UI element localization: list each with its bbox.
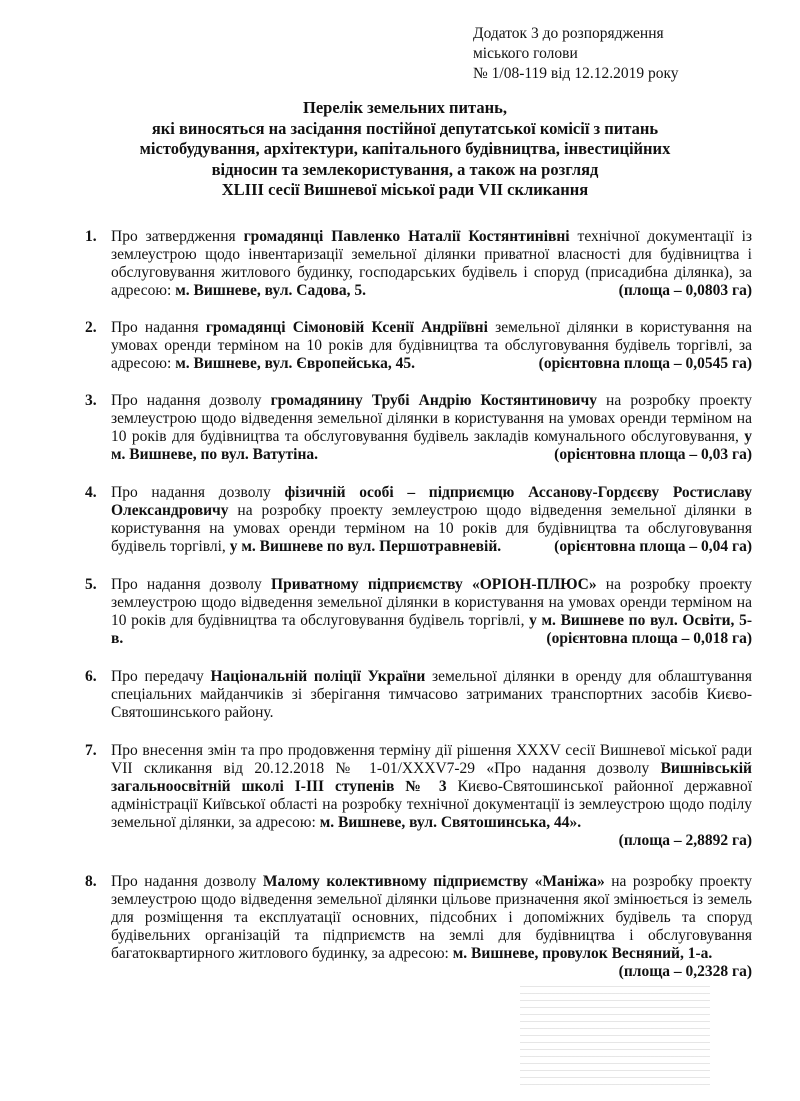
address: м. Вишневе, провулок Весняний, 1-а. (452, 945, 713, 962)
applicant-name: громадянину Трубі Андрію Костянтиновичу (270, 392, 597, 409)
item-text-part: Про надання дозволу (111, 484, 285, 501)
address: м. Вишневе, вул. Святошинська, 44». (319, 814, 582, 831)
item-number: 7. (85, 742, 97, 759)
item-text (111, 742, 752, 850)
item-text-part: Про надання дозволу (111, 392, 271, 409)
applicant-name: Приватному підприємству «ОРІОН-ПЛЮС» (271, 576, 597, 593)
area-value: (орієнтовна площа – 0,018 га) (546, 630, 752, 647)
applicant-name: громадянці Сімоновій Ксенії Андріївні (205, 319, 488, 336)
title-line-5: XLIII сесії Вишневої міської ради VII скликання (221, 180, 589, 199)
annex-line-2: міського голови (473, 45, 578, 62)
area-value: (площа – 2,8892 га) (618, 832, 752, 849)
area-value: (орієнтовна площа – 0,03 га) (554, 446, 752, 463)
item-text (111, 484, 752, 556)
item-text-part: Про надання (111, 319, 206, 336)
area-value: (площа – 0,0803 га) (618, 282, 752, 299)
item-text-part: Про внесення змін та про продовження терміну дії рішення XXXV сесії Вишневої міської ради VII скликання від 20.12.2018 № 1-01/XXXV7-29 «Про надання дозволу (111, 742, 752, 777)
applicant-name: Національній поліції України (210, 668, 426, 685)
title-line-4: відносин та землекористування, а також на розгляд (211, 159, 599, 179)
item-text (111, 319, 752, 373)
area-value: (площа – 0,2328 га) (618, 963, 752, 980)
item-text-part: земельної ділянки в користування на умовах оренди терміном на 10 років для будівництва та обслуговування будівель торгівлі, за адресою: (111, 319, 753, 372)
item-number: 2. (85, 319, 97, 336)
item-text (111, 668, 752, 722)
item-text (111, 228, 752, 300)
scan-artifact (520, 985, 710, 1085)
document-title (60, 98, 750, 201)
item-number: 8. (85, 873, 97, 890)
item-text-part: на розробку проекту землеустрою щодо відведення земельної ділянки в користування на умовах оренди терміном на 10 років для будівництва та обслуговування будівель закладів комунального обслуговування, (111, 392, 752, 445)
address: у м. Вишневе по вул. Першотравневій. (229, 538, 502, 555)
applicant-name: Вишнівській загальноосвітній школі I-III ступенів № 3 (111, 760, 752, 795)
applicant-name: громадянці Павленко Наталії Костянтинівні (243, 228, 570, 245)
item-text-part: на розробку проекту землеустрою щодо відведення земельної ділянки в користування на умовах оренди терміном на 10 років для будівництва та обслуговування будівель торгівлі, (111, 576, 752, 629)
item-number: 6. (85, 668, 97, 685)
item-number: 3. (85, 392, 97, 409)
item-number: 4. (85, 484, 97, 501)
item-text (111, 392, 752, 464)
item-text-part: на розробку проекту землеустрою щодо відведення земельної ділянки цільове призначення якої змінюється із земель для розміщення та експлуатації основних, підсобних і допоміжних будівель та споруд будівельних організацій та підприємств на землі для будівництва і обслуговування багатоквартирного житлового будинку, за адресою: (111, 873, 752, 962)
title-line-2: які виносяться на засідання постійної депутатської комісії з питань (151, 118, 659, 138)
item-text (111, 576, 752, 648)
item-text-part: земельної ділянки в оренду для облаштування спеціальних майданчиків зі зберігання тимчасово затриманих транспортних засобів Києво-Святошинського району. (111, 668, 752, 721)
item-text-part: Про передачу (111, 668, 211, 685)
item-number: 5. (85, 576, 97, 593)
item-text-part: Про затвердження (111, 228, 244, 245)
item-text (111, 873, 752, 981)
address: м. Вишневе, вул. Садова, 5. (175, 282, 366, 299)
area-value: (орієнтовна площа – 0,04 га) (554, 538, 752, 555)
item-text-part: на розробку проекту землеустрою щодо відведення земельної ділянки в користування на умовах оренди терміном на 10 років для будівництва та обслуговування будівель торгівлі, (111, 502, 752, 555)
applicant-name: фізичній особі – підприємцю Ассанову-Гордєєву Ростиславу Олександровичу (111, 484, 752, 519)
item-text-part: Про надання дозволу (111, 873, 263, 890)
address: у м. Вишневе по вул. Освіти, 5-в. (111, 612, 752, 647)
title-line-1: Перелік земельних питань, (303, 98, 507, 117)
applicant-name: Малому колективному підприємству «Маніжа» (262, 873, 605, 890)
address: м. Вишневе, вул. Європейська, 45. (175, 355, 415, 372)
annex-header (473, 24, 773, 84)
item-text-part: Про надання дозволу (111, 576, 272, 593)
item-text-part: технічної документації із землеустрою щодо інвентаризації земельної ділянки приватної власності для будівництва і обслуговування житлового будинку, господарських будівель і споруд (присадибна ділянка), за адресою: (111, 228, 752, 299)
annex-line-3: № 1/08-119 від 12.12.2019 року (473, 65, 679, 82)
annex-line-1: Додаток 3 до розпорядження (473, 25, 664, 42)
title-line-3: містобудування, архітектури, капітального будівництва, інвестиційних (139, 139, 671, 158)
item-text-part: Києво-Святошинської районної державної адміністрації Київської області на розробку технічної документації із землеустрою щодо поділу земельної ділянки, за адресою: (111, 778, 753, 831)
address: у м. Вишневе, по вул. Ватутіна. (111, 428, 752, 463)
area-value: (орієнтовна площа – 0,0545 га) (538, 355, 752, 372)
item-number: 1. (85, 228, 97, 245)
